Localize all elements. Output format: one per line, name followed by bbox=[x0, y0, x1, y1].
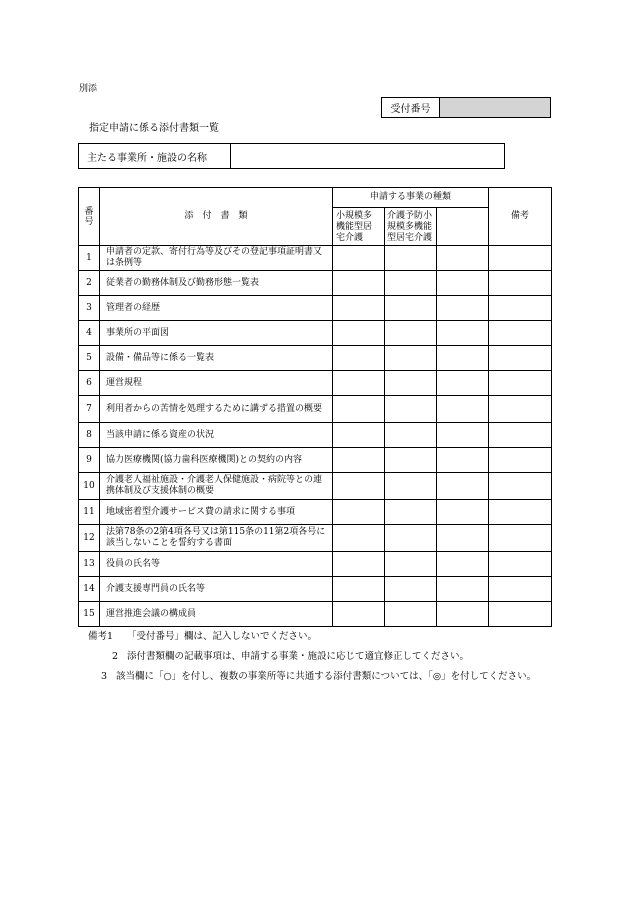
note-2-number: 2 bbox=[111, 651, 118, 662]
row-service1-check[interactable] bbox=[333, 346, 385, 371]
facility-name-field[interactable] bbox=[231, 144, 504, 168]
row-number: 14 bbox=[79, 577, 100, 602]
row-service2-check[interactable] bbox=[385, 448, 437, 473]
row-number: 7 bbox=[79, 396, 100, 423]
attachment-documents-table bbox=[78, 187, 552, 627]
row-document: 利用者からの苦情を処理するために講ずる措置の概要 bbox=[100, 396, 333, 423]
header-line: 機能型居 bbox=[336, 222, 373, 232]
row-document: 役員の氏名等 bbox=[100, 552, 333, 577]
row-service1-check[interactable] bbox=[333, 246, 385, 271]
table-row bbox=[79, 473, 552, 500]
table-row bbox=[79, 246, 552, 271]
reception-number-label: 受付番号 bbox=[382, 98, 440, 117]
col-remarks-header: 備考 bbox=[489, 188, 552, 246]
col-number-char: 号 bbox=[84, 216, 94, 227]
row-number: 13 bbox=[79, 552, 100, 577]
table-row bbox=[79, 321, 552, 346]
row-service3-check[interactable] bbox=[437, 525, 489, 552]
reception-number-field[interactable] bbox=[440, 98, 550, 117]
table-row bbox=[79, 346, 552, 371]
table-row bbox=[79, 602, 552, 627]
row-number: 8 bbox=[79, 423, 100, 448]
row-service3-check[interactable] bbox=[437, 321, 489, 346]
row-document: 協力医療機関(協力歯科医療機関)との契約の内容 bbox=[100, 448, 333, 473]
row-service2-check[interactable] bbox=[385, 500, 437, 525]
row-number: 1 bbox=[79, 246, 100, 271]
table-row bbox=[79, 525, 552, 552]
row-remarks[interactable] bbox=[489, 296, 552, 321]
row-document: 法第78条の2第4項各号又は第115条の11第2項各号に該当しないことを誓約する書面 bbox=[100, 525, 333, 552]
row-service3-check[interactable] bbox=[437, 271, 489, 296]
row-remarks[interactable] bbox=[489, 577, 552, 602]
note-3: 該当欄に「○」を付し、複数の事業所等に共通する添付書類については、「◎」を付してください。 bbox=[116, 671, 537, 682]
row-remarks[interactable] bbox=[489, 396, 552, 423]
facility-name-box bbox=[78, 143, 505, 169]
col-service2-header bbox=[385, 208, 437, 246]
header-line: 小規模多 bbox=[336, 211, 373, 221]
row-document: 当該申請に係る資産の状況 bbox=[100, 423, 333, 448]
col-application-type-header: 申請する事業の種類 bbox=[333, 188, 489, 208]
row-service1-check[interactable] bbox=[333, 296, 385, 321]
row-service2-check[interactable] bbox=[385, 321, 437, 346]
row-document: 運営規程 bbox=[100, 371, 333, 396]
row-service3-check[interactable] bbox=[437, 602, 489, 627]
row-service3-check[interactable] bbox=[437, 577, 489, 602]
row-service1-check[interactable] bbox=[333, 577, 385, 602]
row-service1-check[interactable] bbox=[333, 371, 385, 396]
row-service2-check[interactable] bbox=[385, 552, 437, 577]
row-service2-check[interactable] bbox=[385, 577, 437, 602]
header-line: 介護予防小 bbox=[387, 211, 433, 221]
row-service1-check[interactable] bbox=[333, 500, 385, 525]
row-remarks[interactable] bbox=[489, 321, 552, 346]
row-service2-check[interactable] bbox=[385, 396, 437, 423]
row-number: 10 bbox=[79, 473, 100, 500]
col-number-char: 番 bbox=[84, 206, 94, 217]
row-remarks[interactable] bbox=[489, 246, 552, 271]
row-service3-check[interactable] bbox=[437, 396, 489, 423]
row-remarks[interactable] bbox=[489, 525, 552, 552]
row-document: 申請者の定款、寄付行為等及びその登記事項証明書又は条例等 bbox=[100, 246, 333, 271]
row-document: 介護支援専門員の氏名等 bbox=[100, 577, 333, 602]
row-service3-check[interactable] bbox=[437, 423, 489, 448]
row-service1-check[interactable] bbox=[333, 423, 385, 448]
note-3-number: 3 bbox=[100, 671, 107, 682]
row-document: 事業所の平面図 bbox=[100, 321, 333, 346]
col-documents-header: 添 付 書 類 bbox=[100, 188, 333, 246]
notes-label: 備考1 bbox=[88, 631, 114, 642]
table-row bbox=[79, 271, 552, 296]
row-service3-check[interactable] bbox=[437, 371, 489, 396]
row-remarks[interactable] bbox=[489, 500, 552, 525]
table-row bbox=[79, 448, 552, 473]
row-service3-check[interactable] bbox=[437, 448, 489, 473]
row-service1-check[interactable] bbox=[333, 525, 385, 552]
row-service2-check[interactable] bbox=[385, 271, 437, 296]
table-row bbox=[79, 423, 552, 448]
row-remarks[interactable] bbox=[489, 602, 552, 627]
row-service3-check[interactable] bbox=[437, 552, 489, 577]
row-service3-check[interactable] bbox=[437, 346, 489, 371]
table-row bbox=[79, 296, 552, 321]
row-number: 6 bbox=[79, 371, 100, 396]
row-number: 3 bbox=[79, 296, 100, 321]
row-number: 2 bbox=[79, 271, 100, 296]
row-service3-check[interactable] bbox=[437, 296, 489, 321]
header-line: 規模多機能 bbox=[387, 222, 433, 232]
note-2: 添付書類欄の記載事項は、申請する事業・施設に応じて適宜修正してください。 bbox=[127, 651, 470, 662]
row-remarks[interactable] bbox=[489, 473, 552, 500]
table-row bbox=[79, 396, 552, 423]
table-row bbox=[79, 371, 552, 396]
row-service1-check[interactable] bbox=[333, 602, 385, 627]
row-number: 4 bbox=[79, 321, 100, 346]
row-service3-check[interactable] bbox=[437, 473, 489, 500]
col-service3-header bbox=[437, 208, 489, 246]
header-line: 宅介護 bbox=[336, 233, 364, 243]
row-service2-check[interactable] bbox=[385, 296, 437, 321]
table-row bbox=[79, 577, 552, 602]
row-document: 介護老人福祉施設・介護老人保健施設・病院等との連携体制及び支援体制の概要 bbox=[100, 473, 333, 500]
facility-name-label: 主たる事業所・施設の名称 bbox=[79, 144, 231, 168]
table-row bbox=[79, 500, 552, 525]
row-document: 設備・備品等に係る一覧表 bbox=[100, 346, 333, 371]
notes-section bbox=[88, 630, 558, 685]
row-service2-check[interactable] bbox=[385, 525, 437, 552]
row-service2-check[interactable] bbox=[385, 246, 437, 271]
row-number: 11 bbox=[79, 500, 100, 525]
header-line: 型居宅介護 bbox=[387, 233, 433, 243]
row-service2-check[interactable] bbox=[385, 602, 437, 627]
table-row bbox=[79, 552, 552, 577]
row-number: 12 bbox=[79, 525, 100, 552]
row-service2-check[interactable] bbox=[385, 371, 437, 396]
row-document: 管理者の経歴 bbox=[100, 296, 333, 321]
row-document: 運営推進会議の構成員 bbox=[100, 602, 333, 627]
row-remarks[interactable] bbox=[489, 423, 552, 448]
page-title: 指定申請に係る添付書類一覧 bbox=[89, 123, 219, 134]
row-remarks[interactable] bbox=[489, 346, 552, 371]
row-service2-check[interactable] bbox=[385, 423, 437, 448]
row-service1-check[interactable] bbox=[333, 552, 385, 577]
row-service1-check[interactable] bbox=[333, 473, 385, 500]
row-service1-check[interactable] bbox=[333, 448, 385, 473]
col-number-header bbox=[79, 188, 100, 246]
row-service1-check[interactable] bbox=[333, 396, 385, 423]
row-remarks[interactable] bbox=[489, 552, 552, 577]
row-service3-check[interactable] bbox=[437, 246, 489, 271]
row-remarks[interactable] bbox=[489, 371, 552, 396]
row-document: 従業者の勤務体制及び勤務形態一覧表 bbox=[100, 271, 333, 296]
reception-number-box bbox=[381, 97, 551, 118]
row-number: 15 bbox=[79, 602, 100, 627]
row-service1-check[interactable] bbox=[333, 271, 385, 296]
row-service3-check[interactable] bbox=[437, 500, 489, 525]
row-remarks[interactable] bbox=[489, 271, 552, 296]
row-service2-check[interactable] bbox=[385, 346, 437, 371]
row-remarks[interactable] bbox=[489, 448, 552, 473]
note-1: 「受付番号」欄は、記入しないでください。 bbox=[127, 631, 318, 642]
attachment-label: 別添 bbox=[79, 84, 98, 94]
row-document: 地域密着型介護サービス費の請求に関する事項 bbox=[100, 500, 333, 525]
row-service1-check[interactable] bbox=[333, 321, 385, 346]
row-service2-check[interactable] bbox=[385, 473, 437, 500]
col-service1-header bbox=[333, 208, 385, 246]
row-number: 9 bbox=[79, 448, 100, 473]
row-number: 5 bbox=[79, 346, 100, 371]
